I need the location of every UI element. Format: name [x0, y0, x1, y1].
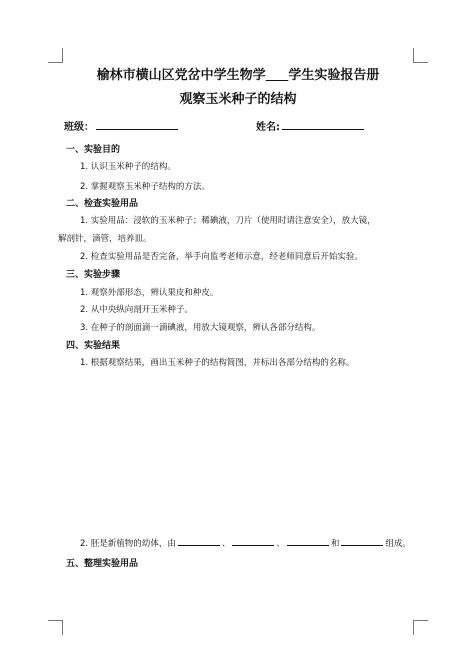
- list-item-continuation: 解剖针，滴管，培养皿。: [58, 234, 152, 244]
- crop-mark-top-right: [413, 48, 428, 63]
- list-item: 2. 检查实验用品是否完备，举手向监考老师示意，经老师同意后开始实验。: [80, 252, 363, 262]
- list-item: 1. 根据观察结果，画出玉米种子的结构简图，并标出各部分结构的名称。: [80, 358, 355, 368]
- list-item: 1. 认识玉米种子的结构。: [80, 162, 176, 172]
- answer-blank[interactable]: [341, 537, 383, 546]
- conjunction: 和: [330, 539, 340, 549]
- answer-blank[interactable]: [178, 537, 220, 546]
- list-item: 2. 掌握观察玉米种子结构的方法。: [80, 182, 210, 192]
- answer-blank[interactable]: [287, 537, 329, 546]
- fill-in-sentence: [80, 537, 411, 549]
- crop-mark-bottom-left: [48, 620, 63, 635]
- title-underline-gap: [266, 68, 289, 83]
- class-label: 班级：: [64, 122, 94, 133]
- crop-mark-bottom-right: [413, 620, 428, 635]
- sentence-end: 组成。: [385, 539, 411, 549]
- report-title: [0, 64, 476, 83]
- list-item: 2. 从中央纵向剖开玉米种子。: [80, 305, 193, 315]
- experiment-title: 观察玉米种子的结构: [179, 92, 297, 107]
- class-blank[interactable]: [96, 120, 178, 130]
- section-heading-purpose: 一、实验目的: [66, 145, 121, 155]
- list-item: 3. 在种子的剖面滴一滴碘液，用放大镜观察，辨认各部分结构。: [80, 323, 321, 333]
- name-blank[interactable]: [282, 120, 364, 130]
- section-heading-results: 四、实验结果: [66, 341, 121, 351]
- title-prefix: 榆林市横山区党岔中学生物学: [96, 68, 266, 83]
- separator: 、: [276, 539, 285, 549]
- list-item: 1. 实验用品：浸软的玉米种子；稀碘液，刀片（使用时请注意安全），放大镜，: [80, 216, 376, 226]
- section-heading-cleanup: 五、整理实验用品: [66, 559, 139, 569]
- separator: 、: [221, 539, 231, 549]
- class-field: [64, 118, 178, 133]
- list-item: 1. 观察外部形态，辨认果皮和种皮。: [80, 288, 219, 298]
- name-field: [256, 118, 364, 133]
- section-heading-steps: 三、实验步骤: [66, 270, 121, 280]
- name-label: 姓名:: [256, 122, 280, 133]
- title-suffix: 学生实验报告册: [288, 68, 380, 83]
- answer-blank[interactable]: [232, 537, 274, 546]
- section-heading-materials: 二、检查实验用品: [66, 199, 139, 209]
- crop-mark-top-left: [48, 48, 63, 63]
- sentence-start: 2. 胚是新植物的幼体，由: [80, 539, 176, 549]
